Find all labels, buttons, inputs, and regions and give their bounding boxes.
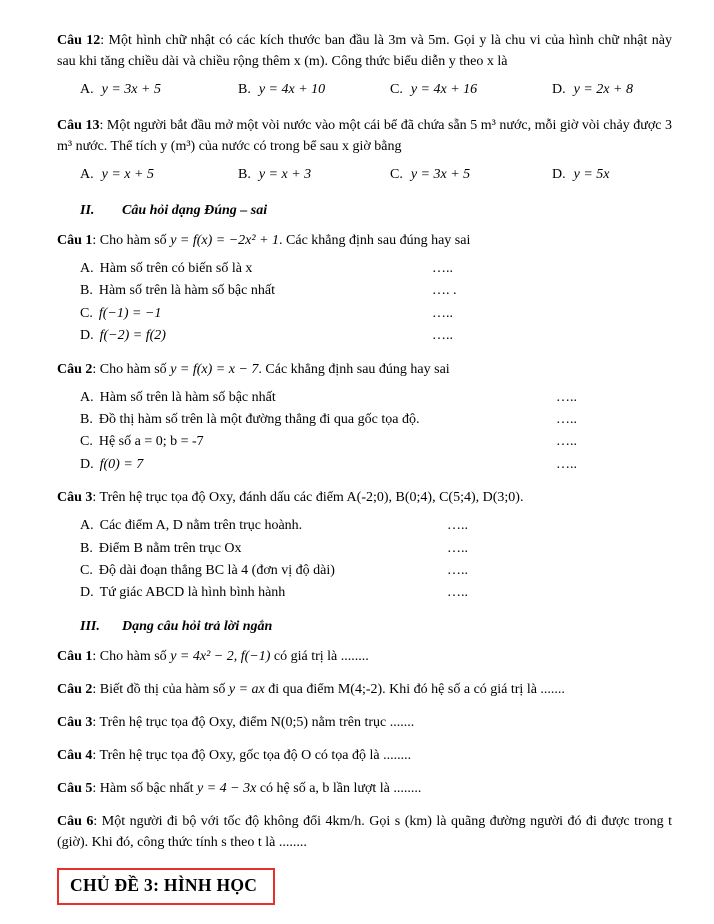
- option-letter: C.: [390, 82, 403, 97]
- statement-text: Hàm số trên có biến số là x: [99, 261, 253, 276]
- answer-dots: …..: [447, 585, 468, 601]
- question-12-option-c: [390, 79, 552, 100]
- question-12-option-b: [238, 79, 390, 100]
- question-12: [57, 30, 672, 100]
- answer-dots: …..: [556, 411, 577, 427]
- answer-dots: …..: [447, 562, 468, 578]
- statement-row: [80, 560, 672, 582]
- short-question-2-text-after: đi qua điểm M(4;-2). Khi đó hệ số a có giá trị là .......: [264, 681, 565, 697]
- option-formula: y = 3x + 5: [410, 167, 471, 182]
- tf-question-1-paragraph: [57, 230, 672, 251]
- section-2-numeral: II.: [80, 203, 95, 218]
- short-question-1: [57, 646, 672, 667]
- question-13-options: [80, 164, 672, 185]
- short-question-5: [57, 778, 672, 799]
- statement-text: Đồ thị hàm số trên là một đường thẳng đi qua gốc tọa độ.: [98, 411, 420, 427]
- option-letter: A.: [80, 82, 94, 97]
- statement-text: f(0) = 7: [99, 456, 144, 472]
- question-12-text: : Một hình chữ nhật có các kích thước ban đầu là 3m và 5m. Gọi y là chu vi của hình chữ nhật này sau khi tăng chiều dài và chiều rộng thêm x (m). Công thức biểu diễn y theo x là: [57, 33, 672, 69]
- short-question-6-text: : Một người đi bộ với tốc độ không đổi 4km/h. Gọi s (km) là quãng đường người đó đi được trong t (giờ). Khi đó, công thức tính s theo t là ........: [57, 813, 672, 850]
- short-question-6-label: Câu 6: [57, 813, 94, 829]
- statement-letter: A.: [80, 261, 94, 276]
- tf-question-2-paragraph: [57, 359, 672, 380]
- chapter-heading-box: [57, 868, 275, 905]
- option-formula: y = 4x + 10: [258, 82, 326, 97]
- short-question-5-label: Câu 5: [57, 780, 93, 796]
- statement-row: [80, 258, 672, 280]
- section-3-heading: [80, 616, 672, 637]
- short-question-4-label: Câu 4: [57, 747, 93, 763]
- tf-question-2-text-after: . Các khẳng định sau đúng hay sai: [258, 361, 450, 377]
- question-12-label: Câu 12: [57, 33, 101, 48]
- question-13-option-d: [552, 164, 672, 185]
- answer-dots: …..: [556, 456, 577, 472]
- answer-dots: …..: [447, 540, 468, 556]
- tf-question-3: [57, 487, 672, 605]
- short-question-1-text: : Cho hàm số: [92, 648, 171, 664]
- answer-dots: …..: [447, 518, 468, 534]
- statement-row: [80, 325, 672, 347]
- statement-text: Điểm B nằm trên trục Ox: [98, 540, 242, 556]
- statement-text: Các điểm A, D nằm trên trục hoành.: [99, 518, 303, 534]
- short-question-5-text: : Hàm số bậc nhất: [92, 780, 197, 796]
- short-question-3: [57, 712, 672, 733]
- statement-row: [80, 387, 672, 409]
- option-formula: y = 2x + 8: [573, 82, 633, 97]
- question-13-label: Câu 13: [57, 118, 100, 133]
- short-question-3-text: : Trên hệ trục tọa độ Oxy, điểm N(0;5) nằm trên trục .......: [92, 714, 415, 730]
- question-13-option-b: [238, 164, 390, 185]
- section-2-heading: [80, 200, 672, 221]
- option-formula: y = 3x + 5: [101, 82, 161, 97]
- statement-letter: C.: [80, 305, 93, 321]
- statement-letter: C.: [80, 562, 93, 578]
- tf-question-2-text: : Cho hàm số: [92, 361, 171, 377]
- tf-question-2-statements: [80, 387, 672, 477]
- option-formula: y = x + 3: [258, 167, 312, 182]
- option-formula: y = 4x + 16: [410, 82, 478, 97]
- statement-row: [80, 582, 672, 604]
- statement-letter: D.: [80, 456, 94, 472]
- statement-letter: D.: [80, 328, 94, 344]
- question-13-option-a: [80, 164, 238, 185]
- section-3-title: Dạng câu hỏi trả lời ngắn: [122, 618, 273, 634]
- question-12-option-a: [80, 79, 238, 100]
- section-2-title: Câu hỏi dạng Đúng – sai: [122, 203, 268, 218]
- short-question-6: [57, 811, 672, 853]
- short-question-1-text-after: có giá trị là ........: [270, 648, 369, 664]
- answer-dots: …..: [432, 261, 453, 276]
- short-question-5-text-after: có hệ số a, b lần lượt là ........: [256, 780, 422, 796]
- statement-row: [80, 454, 672, 476]
- short-question-2-label: Câu 2: [57, 681, 93, 697]
- statement-row: [80, 280, 672, 302]
- statement-text: Độ dài đoạn thẳng BC là 4 (đơn vị độ dài): [98, 562, 335, 578]
- statement-text: Hàm số trên là hàm số bậc nhất: [99, 389, 276, 405]
- tf-question-1: [57, 230, 672, 348]
- option-letter: A.: [80, 167, 94, 182]
- statement-letter: A.: [80, 518, 94, 534]
- answer-dots: …..: [556, 434, 577, 450]
- tf-question-3-paragraph: [57, 487, 672, 508]
- question-13-option-c: [390, 164, 552, 185]
- option-letter: B.: [238, 82, 251, 97]
- statement-text: Hệ số a = 0; b = -7: [98, 434, 204, 450]
- tf-question-1-text: : Cho hàm số: [92, 233, 171, 248]
- statement-letter: A.: [80, 389, 94, 405]
- statement-row: [80, 515, 672, 537]
- tf-question-1-text-after: . Các khẳng định sau đúng hay sai: [279, 233, 471, 248]
- statement-row: [80, 303, 672, 325]
- option-formula: y = 5x: [573, 167, 610, 182]
- short-question-3-label: Câu 3: [57, 714, 93, 730]
- tf-question-1-statements: [80, 258, 672, 348]
- tf-question-3-label: Câu 3: [57, 490, 93, 506]
- short-question-1-label: Câu 1: [57, 648, 93, 664]
- question-12-option-d: [552, 79, 672, 100]
- statement-letter: D.: [80, 585, 94, 601]
- statement-letter: B.: [80, 540, 93, 556]
- answer-dots: …..: [432, 328, 453, 344]
- short-question-4: [57, 745, 672, 766]
- short-question-2-formula: y = ax: [228, 681, 265, 697]
- tf-question-2-formula: y = f(x) = x − 7: [170, 361, 259, 377]
- option-letter: D.: [552, 167, 566, 182]
- statement-letter: B.: [80, 283, 93, 299]
- question-13-text: : Một người bắt đầu mở một vòi nước vào một cái bể đã chứa sẵn 5 m³ nước, mỗi giờ vòi chảy được 3 m³ nước. Thể tích y (m³) của nước có trong bể sau x giờ bằng: [57, 118, 672, 154]
- statement-text: f(−2) = f(2): [99, 328, 166, 344]
- tf-question-2: [57, 359, 672, 477]
- tf-question-2-label: Câu 2: [57, 361, 93, 377]
- question-12-paragraph: [57, 30, 672, 72]
- answer-dots: …..: [432, 305, 453, 321]
- tf-question-1-formula: y = f(x) = −2x² + 1: [170, 233, 280, 248]
- short-question-1-formula: y = 4x² − 2, f(−1): [170, 648, 271, 664]
- short-question-2-text: : Biết đồ thị của hàm số: [92, 681, 229, 697]
- statement-text: Hàm số trên là hàm số bậc nhất: [98, 283, 275, 299]
- section-3-numeral: III.: [80, 618, 100, 634]
- question-12-options: [80, 79, 672, 100]
- statement-row: [80, 538, 672, 560]
- option-letter: C.: [390, 167, 403, 182]
- statement-text: Tứ giác ABCD là hình bình hành: [99, 585, 286, 601]
- question-13-paragraph: [57, 115, 672, 157]
- chapter-heading: CHỦ ĐỀ 3: HÌNH HỌC: [70, 874, 258, 895]
- question-13: [57, 115, 672, 185]
- answer-dots: …..: [556, 389, 577, 405]
- option-formula: y = x + 5: [101, 167, 154, 182]
- answer-dots: …. .: [432, 283, 457, 299]
- statement-row: [80, 431, 672, 453]
- option-letter: B.: [238, 167, 251, 182]
- short-question-2: [57, 679, 672, 700]
- tf-question-3-statements: [80, 515, 672, 605]
- short-question-5-formula: y = 4 − 3x: [197, 780, 257, 796]
- tf-question-3-text: : Trên hệ trục tọa độ Oxy, đánh dấu các điểm A(-2;0), B(0;4), C(5;4), D(3;0).: [92, 490, 524, 506]
- statement-text: f(−1) = −1: [98, 305, 162, 321]
- statement-letter: C.: [80, 434, 93, 450]
- short-question-4-text: : Trên hệ trục tọa độ Oxy, gốc tọa độ O có tọa độ là ........: [92, 747, 412, 763]
- statement-letter: B.: [80, 411, 93, 427]
- statement-row: [80, 409, 672, 431]
- option-letter: D.: [552, 82, 566, 97]
- tf-question-1-label: Câu 1: [57, 233, 93, 248]
